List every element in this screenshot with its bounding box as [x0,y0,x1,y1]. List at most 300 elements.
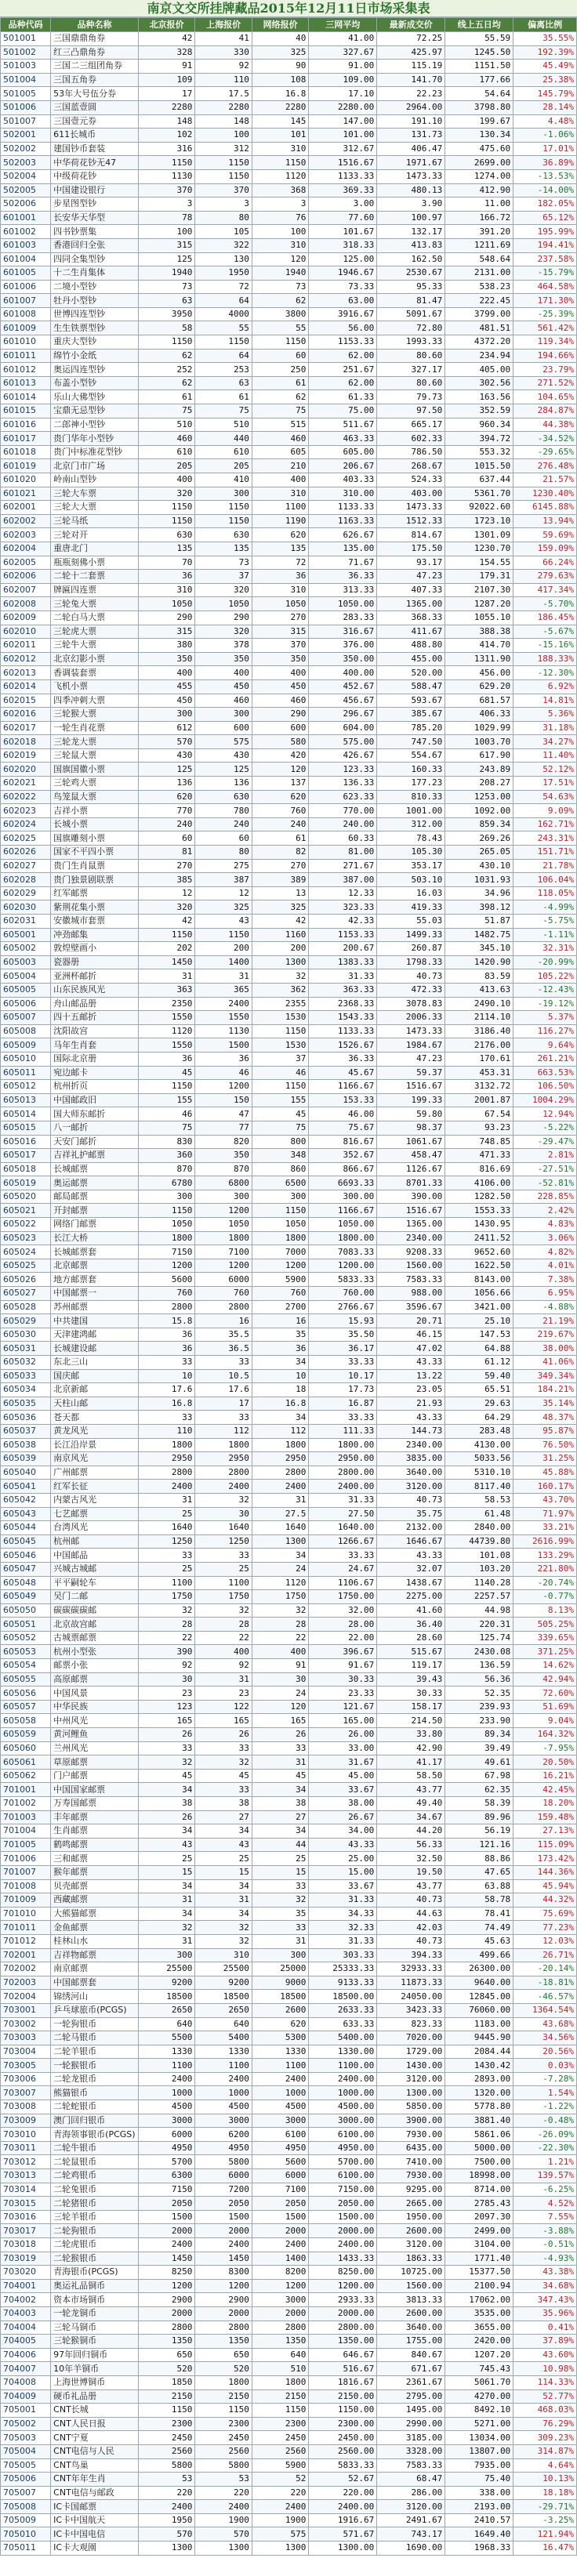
cell-average: 42.33 [309,915,377,929]
cell-average: 34.33 [309,1907,377,1921]
table-row [1,1190,577,1204]
cell-5day: 8143.00 [445,1273,513,1287]
cell-latest: 602.33 [377,432,445,446]
cell-beijing: 6300 [138,2169,194,2183]
cell-5day: 136.59 [445,1659,513,1673]
cell-5day: 1622.50 [445,1259,513,1273]
table-row [1,969,577,984]
cell-shanghai: 450 [195,679,252,694]
cell-latest: 524.33 [377,473,445,487]
cell-name: 三和邮票 [51,1852,139,1866]
cell-code: 602002 [1,514,51,528]
cell-beijing: 32 [138,1755,194,1770]
cell-online: 2000 [252,2224,308,2238]
table-row [1,556,577,570]
cell-beijing: 75 [138,404,194,418]
cell-online: 26 [252,1728,308,1742]
cell-average: 24.67 [309,1562,377,1576]
cell-shanghai: 1400 [195,955,252,969]
cell-name: 吴门二邮 [51,1590,139,1604]
cell-5day: 1029.99 [445,721,513,735]
cell-online: 3800 [252,307,308,321]
table-row [1,679,577,694]
table-row [1,955,577,969]
cell-deviation: 37.89% [513,2335,577,2349]
cell-deviation: 59.69% [513,528,577,542]
cell-average: 109.00 [309,73,377,87]
cell-average: 1166.67 [309,1204,377,1218]
cell-shanghai: 2400 [195,2500,252,2514]
cell-average: 1526.67 [309,1038,377,1053]
cell-name: 西藏邮票 [51,1893,139,1908]
cell-deviation: 14.62% [513,1659,577,1673]
cell-latest: 2275.00 [377,1590,445,1604]
cell-latest: 312.00 [377,817,445,831]
cell-deviation: 171.30% [513,294,577,308]
cell-deviation: 32.31% [513,942,577,956]
cell-online: 1400 [252,2252,308,2266]
cell-name: 世博四连型钞 [51,307,139,321]
cell-5day: 11.00 [445,197,513,212]
cell-latest: 1473.33 [377,169,445,183]
table-row [1,238,577,252]
cell-shanghai: 240 [195,817,252,831]
cell-deviation: 4.64% [513,2458,577,2473]
table-row [1,1052,577,1066]
cell-latest: 7410.00 [377,2155,445,2169]
cell-5day: 8492.10 [445,2404,513,2418]
cell-beijing: 1450 [138,2252,194,2266]
cell-beijing: 400 [138,473,194,487]
cell-beijing: 25 [138,1852,194,1866]
cell-5day: 89.96 [445,1810,513,1824]
cell-latest: 49.40 [377,1797,445,1811]
cell-5day: 302.56 [445,376,513,390]
cell-average: 2400.00 [309,2500,377,2514]
cell-beijing: 1100 [138,1576,194,1590]
cell-5day: 338.00 [445,2486,513,2500]
cell-shanghai: 3 [195,197,252,212]
table-header [1,18,577,32]
cell-shanghai: 520 [195,2362,252,2376]
cell-deviation: 194.41% [513,238,577,252]
cell-5day: 1723.10 [445,514,513,528]
cell-beijing: 2650 [138,2003,194,2017]
cell-beijing: 38 [138,1797,194,1811]
cell-latest: 472.33 [377,983,445,997]
cell-name: CNT鸟巢 [51,2458,139,2473]
cell-average: 25.00 [309,1852,377,1866]
cell-beijing: 33 [138,1356,194,1370]
cell-shanghai: 2000 [195,2224,252,2238]
cell-shanghai: 34 [195,1907,252,1921]
cell-latest: 1863.33 [377,2252,445,2266]
cell-shanghai: 26 [195,1728,252,1742]
cell-name: 香调装套票 [51,666,139,680]
cell-beijing: 202 [138,942,194,956]
table-row [1,252,577,266]
table-row [1,404,577,418]
cell-online: 34 [252,1783,308,1797]
cell-5day: 1015.50 [445,459,513,473]
cell-name: 611长城币 [51,129,139,143]
cell-shanghai: 32 [195,1493,252,1507]
cell-name: 二轮鸡银币 [51,2169,139,2183]
cell-code: 601005 [1,266,51,281]
cell-shanghai: 1000 [195,2086,252,2100]
table-row [1,1093,577,1107]
cell-average: 165.00 [309,1714,377,1728]
table-row [1,2197,577,2211]
table-row [1,2458,577,2473]
cell-5day: 2499.00 [445,2224,513,2238]
cell-code: 605053 [1,1645,51,1659]
cell-code: 703008 [1,2100,51,2114]
cell-beijing: 15 [138,1865,194,1879]
cell-average: 62.00 [309,376,377,390]
cell-5day: 398.12 [445,900,513,915]
cell-online: 1900 [252,2513,308,2527]
cell-latest: 68.47 [377,2473,445,2487]
cell-code: 705001 [1,2404,51,2418]
cell-latest: 44.20 [377,1824,445,1839]
cell-shanghai: 1200 [195,1259,252,1273]
cell-latest: 11873.33 [377,1976,445,1990]
cell-code: 605046 [1,1549,51,1563]
cell-code: 705009 [1,2513,51,2527]
cell-shanghai: 38 [195,1797,252,1811]
cell-beijing: 46 [138,1107,194,1121]
cell-5day: 163.56 [445,390,513,404]
cell-5day: 405.00 [445,363,513,377]
table-row [1,915,577,929]
cell-name: 亚洲杯邮折 [51,969,139,984]
cell-online: 1150 [252,1080,308,1094]
cell-deviation: -20.74% [513,1576,577,1590]
cell-average: 2000.00 [309,2224,377,2238]
cell-beijing: 63 [138,294,194,308]
cell-beijing: 1350 [138,2335,194,2349]
col-header-name: 品种名称 [51,18,139,32]
cell-average: 153.33 [309,1093,377,1107]
cell-5day: 2001.87 [445,1093,513,1107]
cell-online: 25 [252,1852,308,1866]
cell-code: 601016 [1,418,51,432]
cell-beijing: 5700 [138,2155,194,2169]
cell-online: 3 [252,197,308,212]
cell-code: 605055 [1,1672,51,1687]
cell-online: 24 [252,1562,308,1576]
cell-code: 705003 [1,2431,51,2445]
cell-deviation: 133.29% [513,1549,577,1563]
cell-shanghai: 400 [195,1645,252,1659]
market-table [0,17,577,2556]
cell-online: 7100 [252,2183,308,2197]
cell-beijing: 16.8 [138,1397,194,1411]
cell-code: 702001 [1,1948,51,1962]
cell-deviation: 41.06% [513,1356,577,1370]
cell-shanghai: 1050 [195,1218,252,1232]
table-row [1,694,577,708]
cell-code: 605014 [1,1107,51,1121]
cell-code: 602015 [1,694,51,708]
cell-code: 701004 [1,1824,51,1839]
cell-average: 866.67 [309,1162,377,1176]
cell-average: 604.00 [309,721,377,735]
table-row [1,2155,577,2169]
cell-name: 万寿国邮票 [51,1797,139,1811]
cell-online: 101 [252,129,308,143]
cell-name: 北京故宫邮 [51,1618,139,1632]
cell-beijing: 26 [138,1728,194,1742]
cell-name: 三轮鸡大票 [51,777,139,791]
cell-latest: 59.80 [377,1107,445,1121]
cell-latest: 390.00 [377,1190,445,1204]
cell-shanghai: 31 [195,969,252,984]
cell-latest: 199.33 [377,1093,445,1107]
cell-deviation: -1.11% [513,928,577,942]
cell-deviation: 182.05% [513,197,577,212]
cell-latest: 1646.67 [377,1534,445,1549]
cell-beijing: 2450 [138,2431,194,2445]
cell-beijing: 2400 [138,2072,194,2086]
cell-beijing: 42 [138,915,194,929]
cell-average: 41.00 [309,32,377,46]
cell-5day: 121.16 [445,1838,513,1852]
cell-name: 中国邮政旧 [51,1093,139,1107]
table-row [1,2444,577,2458]
cell-shanghai: 6000 [195,2169,252,2183]
cell-latest: 1755.00 [377,2335,445,2349]
cell-name: 三轮对开 [51,528,139,542]
col-header-5day: 线上五日均 [445,18,513,32]
cell-latest: 327.17 [377,363,445,377]
cell-beijing: 1150 [138,928,194,942]
cell-shanghai: 7100 [195,1245,252,1259]
cell-average: 2150.00 [309,2389,377,2404]
cell-code: 602027 [1,859,51,873]
cell-name: 苍天都 [51,1411,139,1425]
cell-shanghai: 1200 [195,2279,252,2293]
cell-5day: 1207.20 [445,2348,513,2362]
cell-name: 香港回归全张 [51,238,139,252]
cell-deviation: 52.77% [513,2389,577,2404]
cell-name: 吉祥物邮票 [51,1948,139,1962]
cell-online: 800 [252,1135,308,1149]
cell-beijing: 110 [138,1424,194,1438]
cell-shanghai: 440 [195,432,252,446]
cell-code: 502005 [1,183,51,197]
cell-average: 5833.33 [309,1273,377,1287]
cell-latest: 43.33 [377,1549,445,1563]
cell-online: 2300 [252,2417,308,2431]
cell-average: 2000.00 [309,2306,377,2321]
cell-online: 18 [252,1383,308,1397]
cell-beijing: 70 [138,556,194,570]
cell-name: 高原邮票 [51,1672,139,1687]
cell-deviation: 4.82% [513,1245,577,1259]
cell-name: 国际北京册 [51,1052,139,1066]
cell-shanghai: 105 [195,225,252,239]
table-row [1,997,577,1011]
table-row [1,2031,577,2045]
cell-name: 门户邮票 [51,1769,139,1783]
cell-average: 111.33 [309,1424,377,1438]
cell-code: 605005 [1,983,51,997]
cell-5day: 3132.72 [445,1080,513,1094]
cell-shanghai: 60 [195,831,252,846]
cell-shanghai: 77 [195,1121,252,1135]
cell-beijing: 36 [138,1052,194,1066]
cell-latest: 44.63 [377,1907,445,1921]
cell-beijing: 33 [138,1549,194,1563]
cell-online: 38 [252,1797,308,1811]
cell-name: 三国二三组团角券 [51,60,139,74]
cell-average: 45.67 [309,1066,377,1080]
cell-5day: 125.74 [445,1631,513,1645]
cell-name: 三轮兔大票 [51,597,139,611]
cell-shanghai: 18500 [195,1990,252,2004]
cell-deviation: 6.95% [513,1287,577,1301]
cell-deviation: 23.79% [513,363,577,377]
cell-online: 1940 [252,266,308,281]
table-row [1,1452,577,1466]
table-row [1,2086,577,2100]
table-row [1,1218,577,1232]
cell-shanghai: 36.5 [195,1342,252,1356]
cell-code: 605027 [1,1287,51,1301]
cell-average: 303.33 [309,1948,377,1962]
cell-latest: 286.00 [377,2486,445,2500]
cell-name: 硬币礼品册 [51,2389,139,2404]
cell-latest: 28.60 [377,1631,445,1645]
cell-shanghai: 300 [195,1190,252,1204]
cell-shanghai: 330 [195,45,252,60]
cell-average: 35.50 [309,1328,377,1342]
cell-beijing: 30 [138,1672,194,1687]
cell-name: 二轮白马大票 [51,610,139,625]
cell-latest: 1001.00 [377,804,445,818]
cell-deviation: 228.85% [513,1190,577,1204]
cell-name: CNT电信与邮政 [51,2486,139,2500]
cell-deviation: -5.70% [513,597,577,611]
cell-shanghai: 100 [195,129,252,143]
cell-5day: 1183.00 [445,2017,513,2031]
cell-beijing: 31 [138,1934,194,1948]
cell-average: 27.50 [309,1507,377,1521]
cell-deviation: 221.80% [513,1562,577,1576]
cell-shanghai: 1100 [195,2059,252,2073]
cell-code: 502001 [1,129,51,143]
cell-5day: 345.10 [445,942,513,956]
table-row [1,1314,577,1328]
cell-5day: 44.98 [445,1603,513,1618]
cell-name: 三轮大车票 [51,487,139,501]
table-row [1,1797,577,1811]
cell-average: 36.33 [309,1052,377,1066]
cell-shanghai: 400 [195,666,252,680]
cell-name: 黄龙风光 [51,1424,139,1438]
cell-shanghai: 135 [195,542,252,556]
cell-shanghai: 7200 [195,2183,252,2197]
cell-beijing: 1200 [138,1259,194,1273]
cell-deviation: 76.50% [513,1438,577,1452]
cell-name: 中国邮票一 [51,1287,139,1301]
cell-code: 703015 [1,2197,51,2211]
table-row [1,514,577,528]
cell-beijing: 2350 [138,997,194,1011]
cell-beijing: 370 [138,183,194,197]
cell-5day: 5361.70 [445,487,513,501]
cell-beijing: 1330 [138,2045,194,2059]
cell-deviation: 77.23% [513,1921,577,1935]
cell-name: 古城票邮票 [51,1631,139,1645]
cell-online: 155 [252,1093,308,1107]
cell-beijing: 62 [138,349,194,363]
cell-deviation: 45.88% [513,1466,577,1480]
table-row [1,2141,577,2155]
table-row [1,307,577,321]
cell-online: 1150 [252,335,308,350]
table-row [1,1287,577,1301]
cell-online: 37 [252,1052,308,1066]
cell-beijing: 2050 [138,2197,194,2211]
cell-name: 三轮大大票 [51,501,139,515]
cell-name: 兰州风光 [51,1741,139,1755]
cell-beijing: 570 [138,2527,194,2542]
cell-5day: 1482.75 [445,928,513,942]
cell-code: 602011 [1,639,51,653]
cell-beijing: 31 [138,1493,194,1507]
cell-code: 704007 [1,2362,51,2376]
cell-name: IC卡中国电信 [51,2527,139,2542]
cell-latest: 158.17 [377,1700,445,1714]
cell-latest: 2340.00 [377,1438,445,1452]
cell-online: 270 [252,610,308,625]
cell-name: CNT人民日报 [51,2417,139,2431]
cell-name: 猴年邮票 [51,1865,139,1879]
cell-code: 704009 [1,2389,51,2404]
cell-beijing: 17.6 [138,1383,194,1397]
cell-beijing: 1640 [138,1521,194,1535]
cell-name: 碳碳碳碳邮 [51,1603,139,1618]
cell-name: 沈阳故宫 [51,1024,139,1038]
table-row [1,501,577,515]
cell-beijing: 760 [138,1287,194,1301]
cell-code: 605058 [1,1714,51,1728]
cell-online: 350 [252,652,308,666]
cell-5day: 2410.57 [445,2513,513,2527]
cell-online: 620 [252,528,308,542]
cell-deviation: 17.51% [513,777,577,791]
cell-shanghai: 33 [195,1549,252,1563]
table-row [1,1080,577,1094]
cell-online: 315 [252,625,308,639]
cell-online: 1150 [252,1204,308,1218]
cell-average: 646.67 [309,2348,377,2362]
table-row [1,2362,577,2376]
cell-beijing: 34 [138,1824,194,1839]
cell-name: 贵门独景剧联票 [51,873,139,887]
cell-code: 703005 [1,2059,51,2073]
table-row [1,1397,577,1411]
table-row [1,1562,577,1576]
cell-online: 4950 [252,2141,308,2155]
cell-deviation: -6.25% [513,2183,577,2197]
cell-beijing: 2800 [138,1300,194,1314]
cell-name: 安徽城市套票 [51,915,139,929]
cell-online: 52 [252,2473,308,2487]
